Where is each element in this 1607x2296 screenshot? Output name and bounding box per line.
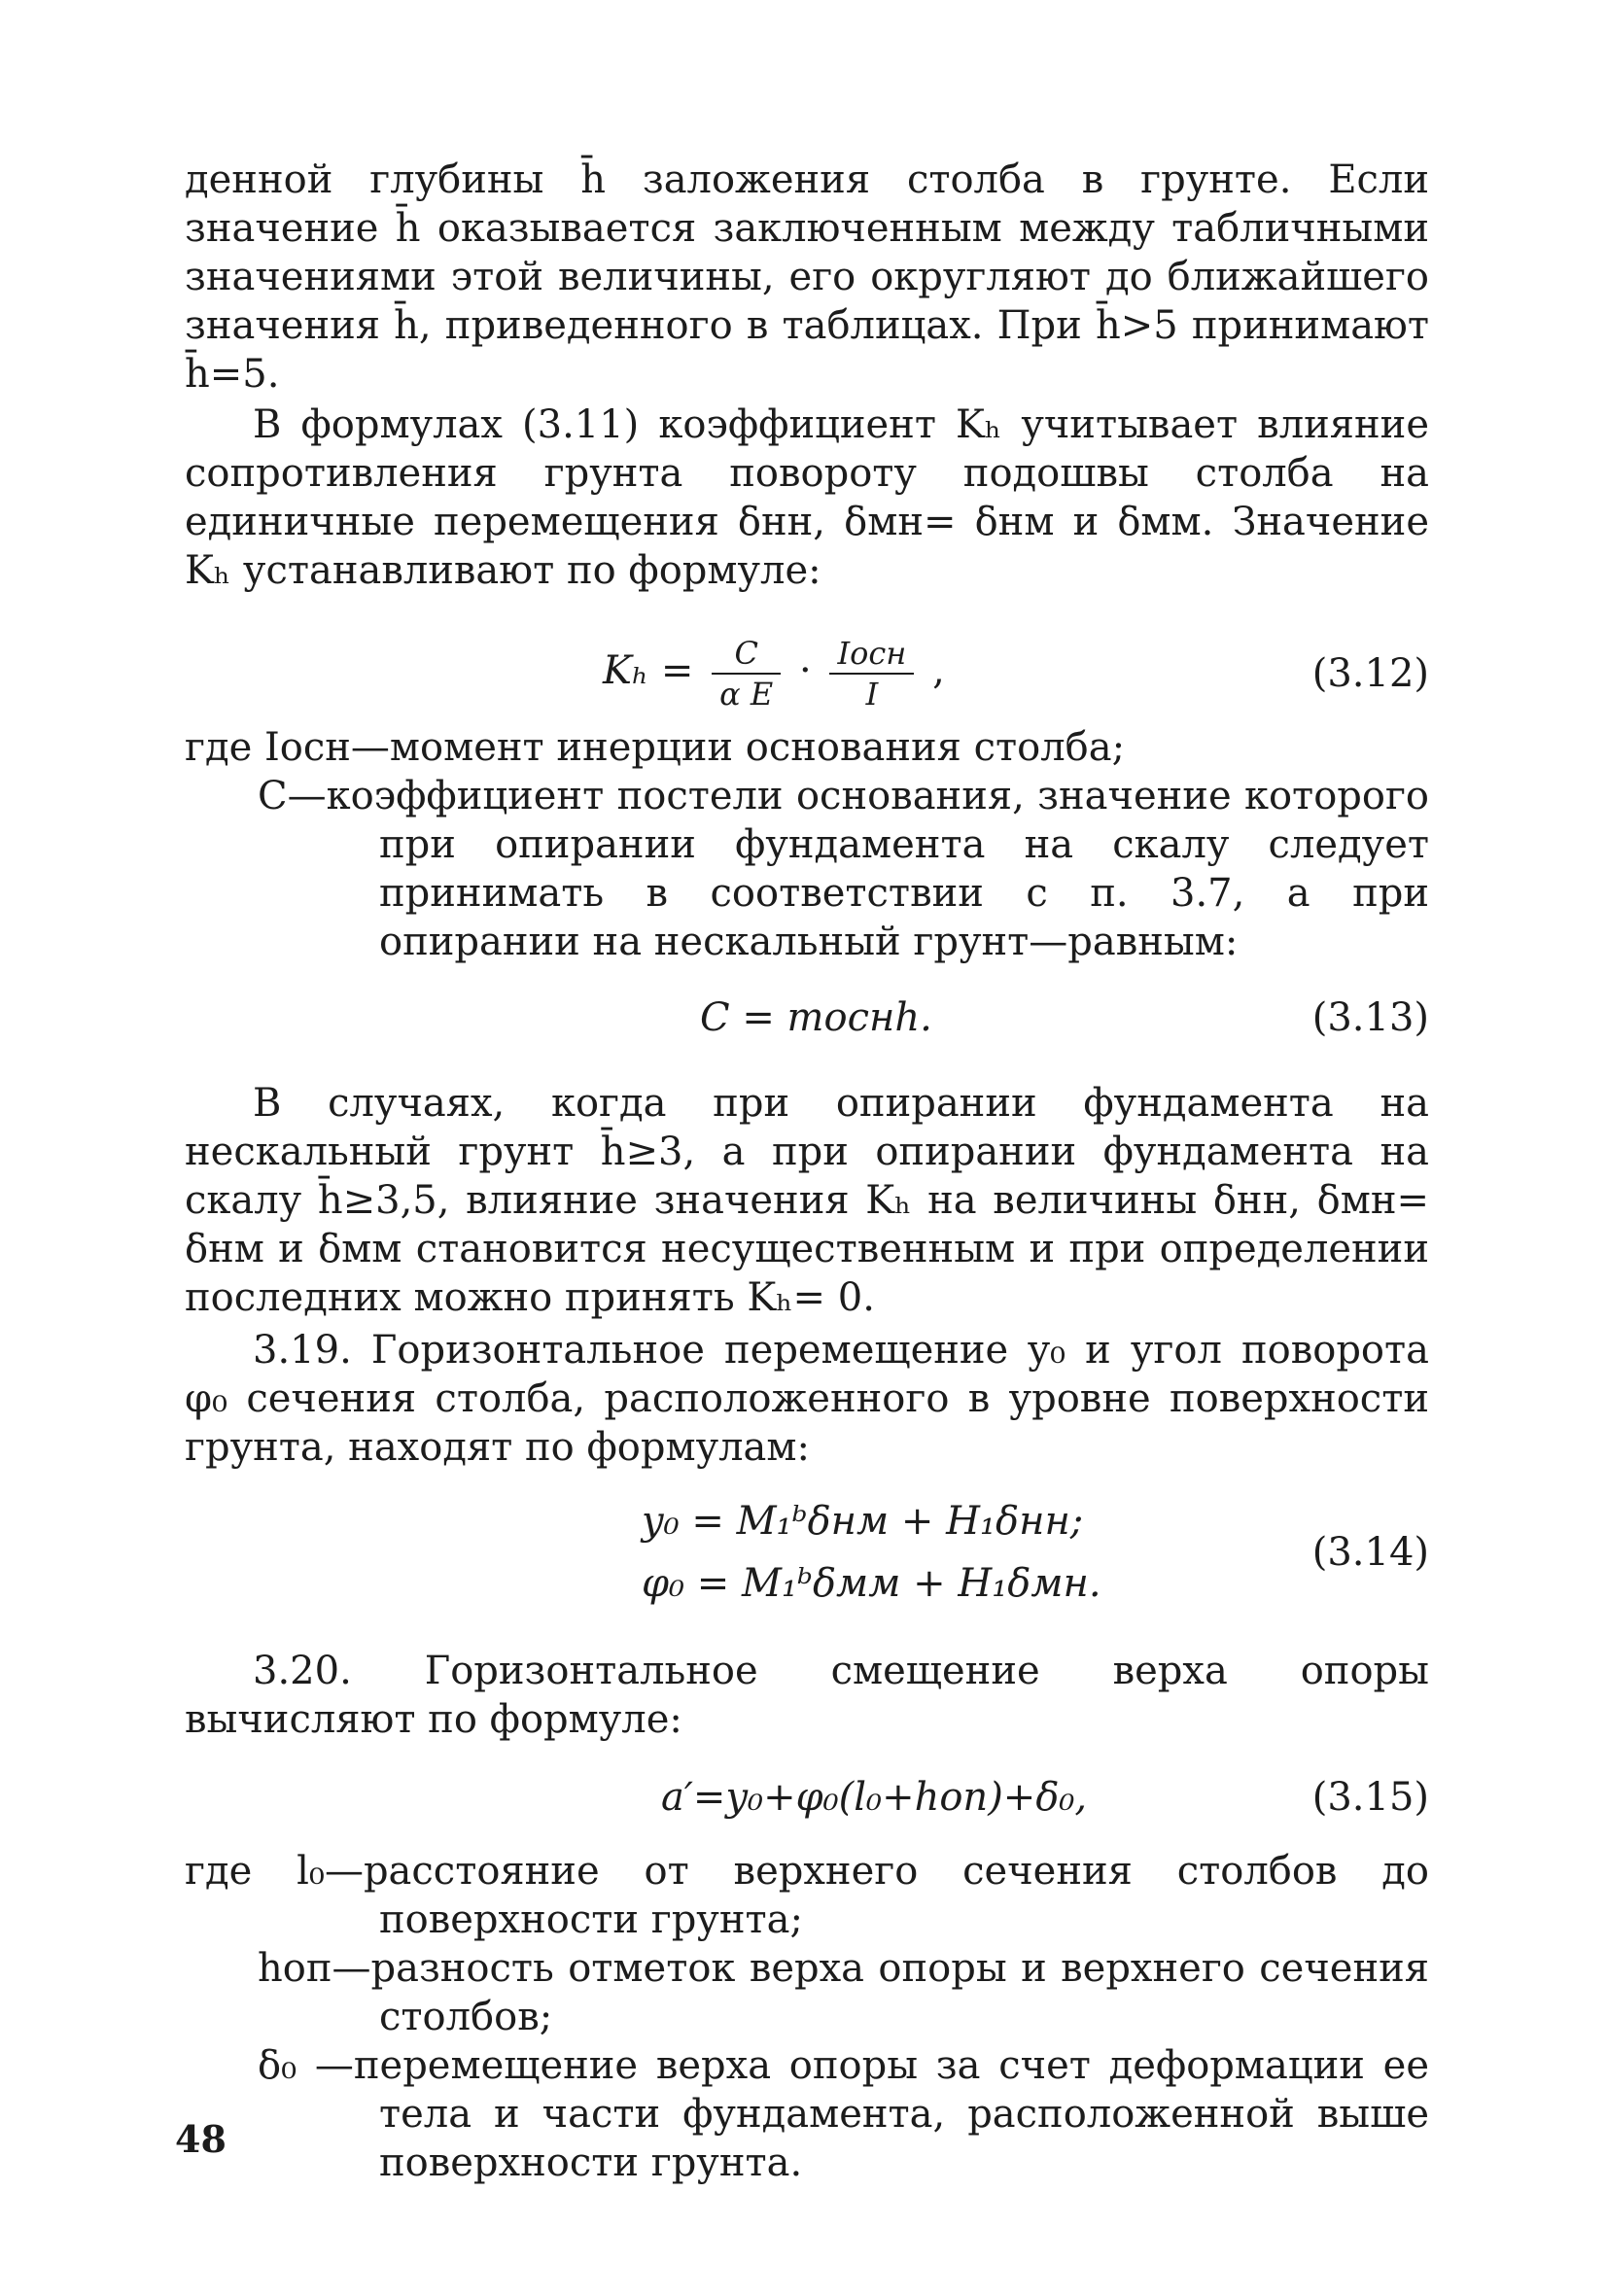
definition-delta0: δ₀ —перемещение верха опоры за счет деформации ее тела и части фундамента, расположенной выше поверхности грунта. [258,2043,1429,2185]
formula-3-12-number: (3.12) [1311,651,1429,696]
paragraph-3: В случаях, когда при опирании фундамента на нескальный грунт h̄≥3, а при опирании фундамента на скалу h̄≥3,5, влияние значения Kₕ на величины δнн, δмн= δнм и δмм становится несущественным и при определении последних можно принять Kₕ= 0. [185,1081,1429,1320]
formula-3-13-number: (3.13) [1311,995,1429,1040]
definition-C: C—коэффициент постели основания, значение которого при опирании фундамента на скалу следует принимать в соответствии с п. 3.7, а при опирании на нескальный грунт—равным: [258,774,1429,964]
definition-I-osn: где Iосн—момент инерции основания столба; [185,725,1126,770]
formula-3-14 [185,1491,1429,1627]
paragraph-5: 3.20. Горизонтальное смещение верха опоры вычисляют по формуле: [185,1649,1429,1742]
page-body [185,156,1429,2187]
formula-3-14-number: (3.14) [1311,1530,1429,1575]
formula-3-15-body: a′=y₀+φ₀(l₀+hоп)+δ₀, [661,1775,1088,1820]
paragraph-1: денной глубины h̄ заложения столба в грунте. Если значение h̄ оказывается заключенным между табличными значениями этой величины, его округляют до ближайшего значения h̄, приведенного в таблицах. При h̄>5 принимают h̄=5. [185,157,1429,397]
formula-3-13 [185,980,1429,1058]
fraction-1-denominator: α E [719,676,774,713]
page-number: 48 [175,2117,227,2161]
formula-3-14-line-2: φ₀ = M₁ᵇδмм + H₁δмн. [642,1561,1101,1606]
paragraph-4: 3.19. Горизонтальное перемещение y₀ и угол поворота φ₀ сечения столба, расположенного в уровне поверхности грунта, находят по формулам: [185,1328,1429,1470]
formula-3-12-dot: · [799,648,812,693]
fraction-2-denominator: I [865,676,879,713]
formula-3-13-body: C = mоснh. [700,995,932,1040]
definition-l0: где l₀—расстояние от верхнего сечения столбов до поверхности грунта; [185,1849,1429,1942]
formula-3-14-line-1: y₀ = M₁ᵇδнм + H₁δнн; [642,1499,1084,1544]
formula-3-12-tail: , [932,648,945,693]
formula-3-12-fraction-1 [712,634,781,713]
fraction-2-numerator: Iосн [829,634,914,675]
formula-3-15 [185,1759,1429,1837]
formula-3-12-lhs: Kₕ = [603,648,694,693]
formula-3-15-number: (3.15) [1311,1775,1429,1820]
paragraph-2: В формулах (3.11) коэффициент Kₕ учитывает влияние сопротивления грунта повороту подошвы столба на единичные перемещения δнн, δмн= δнм и δмм. Значение Kₕ устанавливают по формуле: [185,402,1429,593]
fraction-1-numerator: C [712,634,781,675]
definition-h-op: hоп—разность отметок верха опоры и верхнего сечения столбов; [258,1946,1429,2039]
formula-3-12-fraction-2 [829,634,914,713]
formula-3-12 [185,612,1429,719]
